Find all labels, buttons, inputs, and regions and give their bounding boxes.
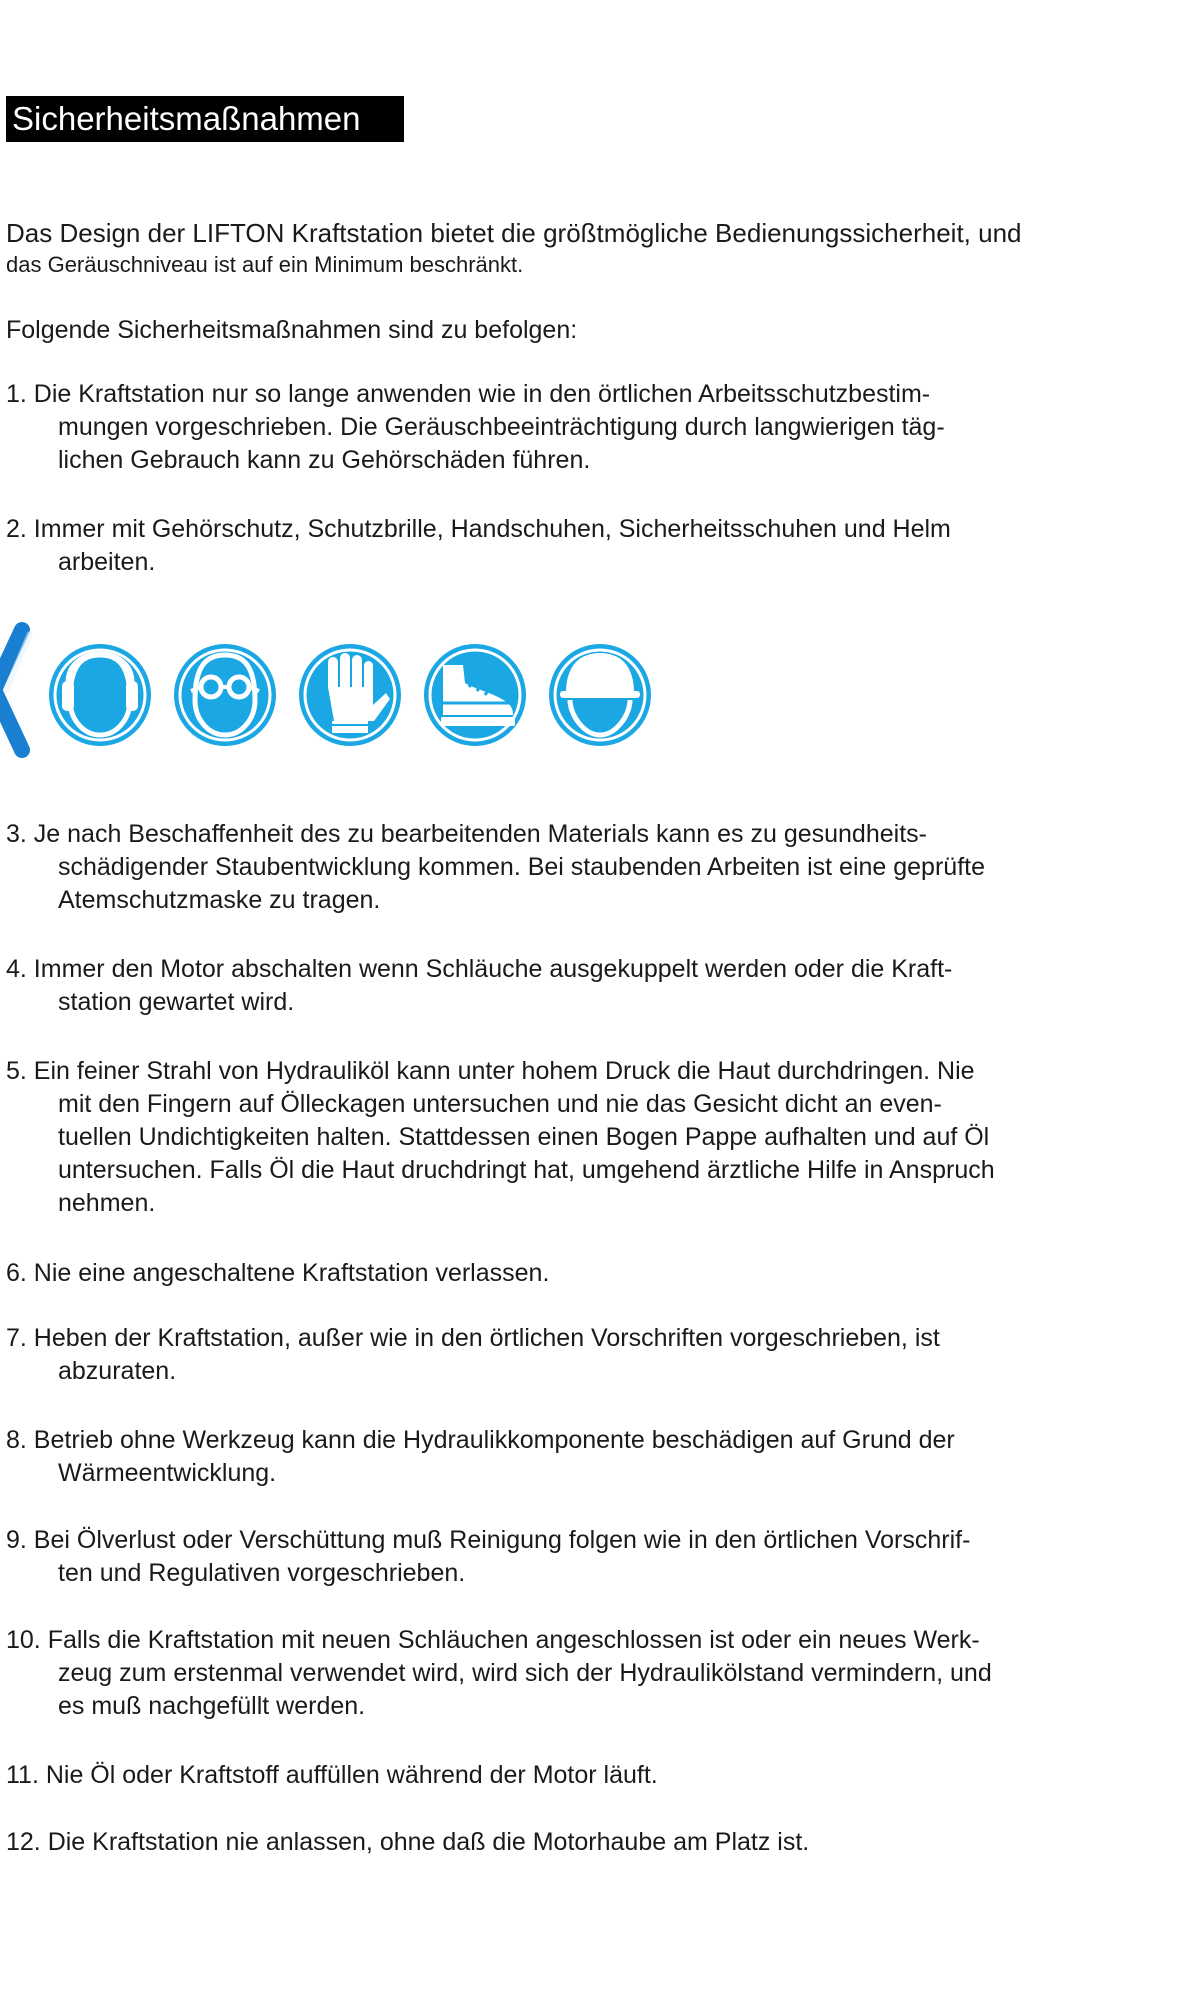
list-item [6,1759,1126,1792]
list-item-line: abzuraten. [58,1357,177,1385]
list-item-line: 3. Je nach Beschaffenheit des zu bearbeitenden Materials kann es zu gesundheits- [6,820,927,848]
list-item [6,953,1126,1019]
list-item-line: 12. Die Kraftstation nie anlassen, ohne daß die Motorhaube am Platz ist. [6,1828,810,1856]
list-item-line: ten und Regulativen vorgeschrieben. [58,1559,466,1587]
list-item-line: 5. Ein feiner Strahl von Hydrauliköl kann unter hohem Druck die Haut durchdringen. Nie [6,1057,975,1085]
safety-pictograms [0,620,680,770]
list-item-line: 6. Nie eine angeschaltene Kraftstation verlassen. [6,1259,550,1287]
list-item-line: 1. Die Kraftstation nur so lange anwenden wie in den örtlichen Arbeitsschutzbestim- [6,380,931,408]
list-item-line: 7. Heben der Kraftstation, außer wie in den örtlichen Vorschriften vorgeschrieben, ist [6,1324,940,1352]
list-item-line: es muß nachgefüllt werden. [58,1692,366,1720]
list-item-line: 9. Bei Ölverlust oder Verschüttung muß Reinigung folgen wie in den örtlichen Vorschrif- [6,1526,971,1554]
list-item-line: Wärmeentwicklung. [58,1459,277,1487]
list-item-line: nehmen. [58,1189,156,1217]
intro-paragraph [6,216,1116,280]
list-item [6,818,1126,917]
safety-goggles-icon [174,644,276,746]
list-item-line: 4. Immer den Motor abschalten wenn Schläuche ausgekuppelt werden oder die Kraft- [6,955,953,983]
list-item-line: untersuchen. Falls Öl die Haut druchdringt hat, umgehend ärztliche Hilfe in Anspruch [58,1156,995,1184]
hearing-protection-icon [49,644,151,746]
list-item [6,378,1126,477]
list-item-line: mit den Fingern auf Ölleckagen untersuchen und nie das Gesicht dicht an even- [58,1090,942,1118]
list-item-line: 10. Falls die Kraftstation mit neuen Schläuchen angeschlossen ist oder ein neues Werk- [6,1626,980,1654]
list-item-line: 11. Nie Öl oder Kraftstoff auffüllen während der Motor läuft. [6,1761,658,1789]
list-item [6,1624,1126,1723]
list-item [6,1257,1126,1290]
intro-line: Das Design der LIFTON Kraftstation bietet die größtmögliche Bedienungssicherheit, und [6,218,1022,248]
list-item [6,1424,1126,1490]
list-item [6,513,1126,579]
safety-shoes-icon [424,644,526,746]
list-item [6,1524,1126,1590]
list-item [6,1322,1126,1388]
intro-line: das Geräuschniveau ist auf ein Minimum beschränkt. [6,252,524,277]
list-item-line: lichen Gebrauch kann zu Gehörschäden führen. [58,446,591,474]
list-item-line: schädigender Staubentwicklung kommen. Bei staubenden Arbeiten ist eine geprüfte [58,853,985,881]
list-item [6,1055,1126,1220]
list-item-line: Atemschutzmaske zu tragen. [58,886,381,914]
list-item-line: station gewartet wird. [58,988,295,1016]
list-item-line: 8. Betrieb ohne Werkzeug kann die Hydraulikkomponente beschädigen auf Grund der [6,1426,955,1454]
helmet-icon [549,644,651,746]
list-item [6,1826,1126,1859]
chevron-left-icon [0,630,30,750]
page-title: Sicherheitsmaßnahmen [6,96,404,142]
list-item-line: 2. Immer mit Gehörschutz, Schutzbrille, Handschuhen, Sicherheitsschuhen und Helm [6,515,951,543]
list-item-line: mungen vorgeschrieben. Die Geräuschbeeinträchtigung durch langwierigen täg- [58,413,945,441]
list-item-line: arbeiten. [58,548,156,576]
list-item-line: zeug zum erstenmal verwendet wird, wird sich der Hydraulikölstand vermindern, und [58,1659,992,1687]
list-item-line: tuellen Undichtigkeiten halten. Stattdessen einen Bogen Pappe aufhalten und auf Öl [58,1123,990,1151]
gloves-icon [299,644,401,746]
lead-sentence: Folgende Sicherheitsmaßnahmen sind zu befolgen: [6,316,578,344]
